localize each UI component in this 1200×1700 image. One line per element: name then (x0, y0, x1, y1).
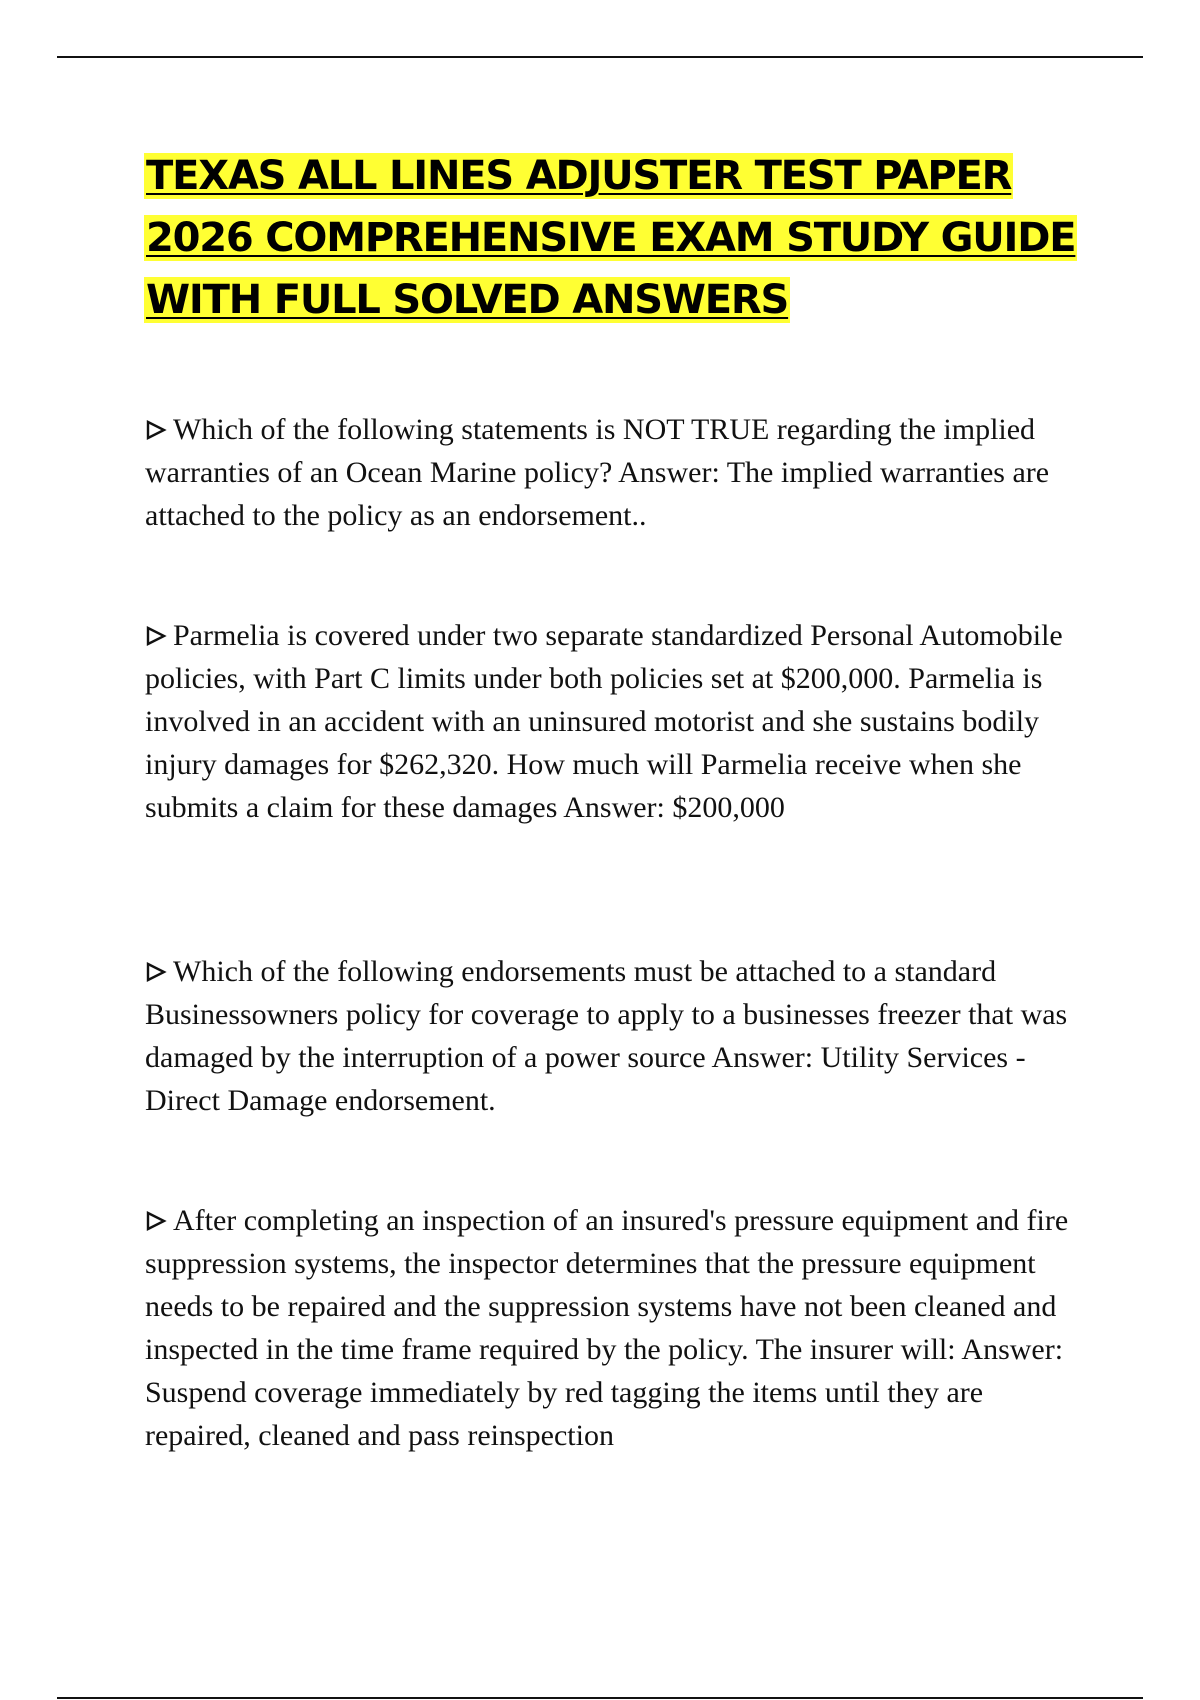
question-text: Which of the following statements is NOT TRUE regarding the implied warranties of an Ocean Marine policy? Answer: The implied warranties are attached to the policy as an endorsement.. (145, 413, 1050, 532)
question-item (145, 1199, 1090, 1457)
outline-triangle-arrow-icon (145, 420, 167, 440)
top-rule (57, 56, 1143, 58)
outline-triangle-arrow-icon (145, 962, 167, 982)
title-highlight: TEXAS ALL LINES ADJUSTER TEST PAPER 2026 COMPREHENSIVE EXAM STUDY GUIDE WITH FULL SOLVED ANSWERS (146, 153, 1076, 323)
question-text: After completing an inspection of an insured's pressure equipment and fire suppression systems, the inspector determines that the pressure equipment needs to be repaired and the suppression systems have not been cleaned and inspected in the time frame required by the policy. The insurer will: Answer: Suspend coverage immediately by red tagging the items until they are repaired, cleaned and pass reinspection (145, 1204, 1069, 1452)
question-text: Parmelia is covered under two separate standardized Personal Automobile policies, with Part C limits under both policies set at $200,000. Parmelia is involved in an accident with an uninsured motorist and she sustains bodily injury damages for $262,320. How much will Parmelia receive when she submits a claim for these damages Answer: $200,000 (145, 619, 1063, 824)
outline-triangle-arrow-icon (145, 1211, 167, 1231)
question-text: Which of the following endorsements must be attached to a standard Businessowners policy for coverage to apply to a businesses freezer that was damaged by the interruption of a power source Answer: Utility Services - Direct Damage endorsement. (145, 955, 1068, 1117)
question-item (145, 614, 1090, 829)
question-item (145, 950, 1090, 1122)
bottom-rule (57, 1697, 1143, 1699)
question-item (145, 408, 1090, 537)
document-title (144, 145, 1104, 331)
outline-triangle-arrow-icon (145, 626, 167, 646)
